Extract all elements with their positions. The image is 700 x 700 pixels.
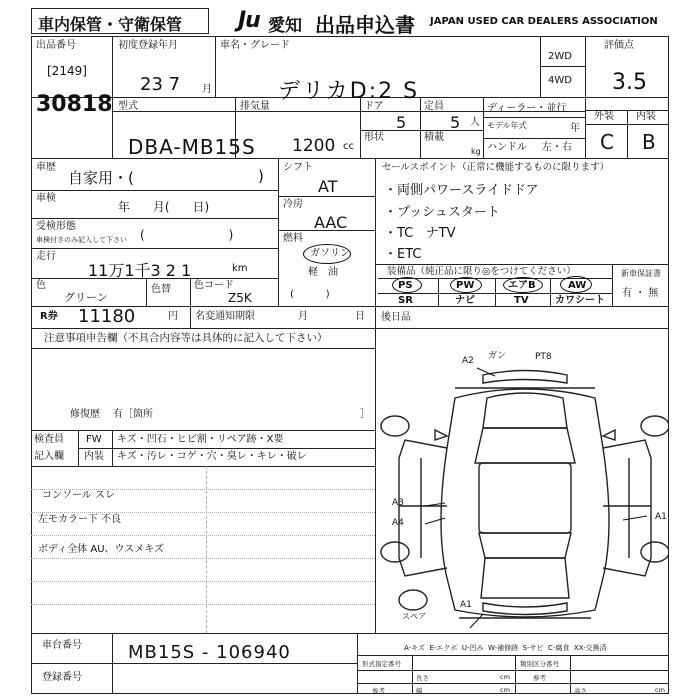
wheel-front-right bbox=[641, 416, 669, 436]
selling-point-3: ・TC ナTV bbox=[384, 226, 456, 241]
capacity-value: 5 bbox=[450, 113, 461, 132]
displacement-label: 排気量 bbox=[240, 101, 270, 112]
load-unit: kg bbox=[471, 147, 481, 156]
recycle-label: R券 bbox=[40, 311, 58, 322]
equipment-tv: TV bbox=[514, 295, 529, 306]
cm-2: cm bbox=[500, 686, 510, 694]
form-title: 出品申込書 bbox=[315, 13, 415, 37]
recycle-value: 11180 bbox=[78, 306, 136, 327]
model-year-label: モデル年式 bbox=[487, 121, 527, 130]
equipment-ps: PS bbox=[398, 280, 413, 291]
windshield bbox=[475, 428, 575, 463]
note-line-1: コンソール スレ bbox=[42, 490, 115, 501]
inspection-label: 車検 bbox=[36, 193, 56, 204]
capacity-label: 定員 bbox=[424, 101, 444, 112]
lot-label: 出品番号 bbox=[36, 40, 76, 51]
repair-label: 修復歴 bbox=[70, 409, 100, 420]
length-label: 長さ bbox=[416, 674, 429, 682]
selling-point-4: ・ETC bbox=[384, 247, 422, 262]
model-label: 車名・グレード bbox=[220, 40, 290, 51]
circle-aw bbox=[560, 276, 592, 293]
repair-value: 有［箇所 bbox=[113, 409, 153, 420]
equipment-navi: ナビ bbox=[455, 295, 475, 306]
lot-number: 30818 bbox=[36, 92, 113, 117]
mark-pt8: PT8 bbox=[535, 352, 552, 362]
shape-label: 形状 bbox=[364, 132, 384, 143]
interior-grade: B bbox=[642, 130, 656, 154]
equipment-leather: カワシート bbox=[555, 295, 605, 306]
body-outline bbox=[441, 389, 609, 617]
grade-score: 3.5 bbox=[612, 70, 647, 95]
cm-1: cm bbox=[500, 673, 510, 681]
registration-month-suffix: 月 bbox=[202, 84, 212, 95]
type-label: 型式 bbox=[118, 101, 138, 112]
spare-label: スペア bbox=[402, 612, 426, 621]
equipment-sr: SR bbox=[398, 295, 413, 306]
equipment-airbag: エアB bbox=[508, 280, 536, 291]
drive-2wd: 2WD bbox=[548, 51, 572, 62]
ref-label-2: 参考 bbox=[533, 674, 546, 682]
color-value: グリーン bbox=[64, 291, 108, 304]
handle-label: ハンドル bbox=[487, 142, 527, 153]
mark-a1-right: A1 bbox=[655, 512, 667, 522]
inspection-value: 年 月( 日) bbox=[118, 200, 210, 214]
ju-logo: Ju bbox=[238, 8, 260, 33]
recycle-unit: 円 bbox=[168, 311, 178, 322]
history-label: 車歴 bbox=[36, 162, 56, 173]
color-code-value: Z5K bbox=[228, 291, 252, 305]
deadline-day: 日 bbox=[355, 311, 365, 322]
shift-value: AT bbox=[318, 177, 338, 196]
mileage-value: 11万1千3 2 1 bbox=[88, 261, 192, 280]
chassis-value: MB15S - 106940 bbox=[128, 642, 291, 663]
equipment-pw: PW bbox=[456, 280, 475, 291]
association-name: JAPAN USED CAR DEALERS ASSOCIATION bbox=[430, 16, 658, 27]
mark-gan: ガン bbox=[488, 351, 507, 361]
inspector-label-2: 記入欄 bbox=[34, 451, 64, 462]
cooling-value: AAC bbox=[314, 213, 348, 232]
receipt-label: 受検形態 bbox=[36, 221, 76, 232]
exterior-grade: C bbox=[600, 130, 614, 154]
inspector-row2-items: キズ・汚レ・コゲ・穴・臭レ・キレ・破レ bbox=[117, 451, 307, 462]
history-close: ) bbox=[258, 167, 264, 185]
wheel-front-left bbox=[381, 416, 409, 436]
dealer-label: ディーラー・並行 bbox=[487, 103, 567, 114]
note-line-2: 左モカラー下 不良 bbox=[38, 514, 122, 525]
ref-label-1: 参考 bbox=[372, 687, 385, 695]
chassis-label: 車台番号 bbox=[42, 640, 82, 651]
category-label: 類別区分番号 bbox=[520, 660, 559, 668]
deadline-label: 名変通知期限 bbox=[195, 311, 255, 322]
damage-legend: A-キズ E-エクボ U-凹み W-補修跡 S-サビ C-腐食 XX-交換済 bbox=[404, 644, 607, 652]
color-code-label: 色コード bbox=[194, 280, 234, 291]
year-suffix: 年 bbox=[570, 123, 580, 134]
inspector-row1-label: FW bbox=[86, 434, 102, 445]
cm-3: cm bbox=[655, 686, 665, 694]
inspector-row2-label: 内装 bbox=[84, 451, 104, 462]
mark-a1-bottom: A1 bbox=[460, 600, 472, 610]
shift-label: シフト bbox=[283, 162, 313, 173]
displacement-value: 1200 bbox=[292, 136, 336, 156]
doors-value: 5 bbox=[396, 113, 407, 132]
capacity-unit: 人 bbox=[470, 117, 480, 128]
type-value: DBA-MB15S bbox=[128, 135, 256, 159]
interior-label: 内装 bbox=[636, 111, 656, 122]
rear-bumper bbox=[483, 603, 567, 615]
note-line-3: ボディ全体 AU、ウスメキズ bbox=[38, 544, 165, 555]
exterior-label: 外装 bbox=[594, 111, 614, 122]
wheel-rear-left bbox=[381, 542, 409, 562]
receipt-value: ( ) bbox=[140, 228, 234, 242]
insurance-label: 新車保証書 bbox=[621, 269, 661, 278]
model-value: デリカD:2 S bbox=[278, 79, 420, 104]
repair-close: ］ bbox=[360, 409, 370, 420]
receipt-note: 車検付きのみ記入して下さい bbox=[36, 236, 127, 244]
storage-stamp: 車内保管・守衛保管 bbox=[38, 15, 183, 34]
displacement-unit: cc bbox=[343, 141, 354, 152]
fuel-other: ( ) bbox=[290, 289, 330, 300]
selling-point-2: ・プッシュスタート bbox=[384, 205, 500, 220]
circle-airbag bbox=[503, 277, 543, 293]
fuel-gasoline: ガソリン bbox=[310, 248, 350, 259]
left-side-panel bbox=[399, 440, 447, 576]
mark-a3: A3 bbox=[392, 498, 404, 508]
selling-points-label: セールスポイント（正常に機能するものに限ります） bbox=[382, 162, 610, 173]
roof bbox=[479, 463, 571, 533]
color-label: 色 bbox=[36, 280, 46, 291]
circle-pw bbox=[450, 277, 482, 293]
selling-point-1: ・両側パワースライドドア bbox=[384, 183, 539, 198]
rear-window bbox=[479, 533, 571, 558]
drive-4wd: 4WD bbox=[548, 75, 572, 86]
insurance-options: 有 ・ 無 bbox=[622, 288, 659, 299]
fuel-diesel: 軽 油 bbox=[308, 267, 338, 278]
notes-label: 注意事項申告欄（不具合内容等は具体的に記入して下さい） bbox=[44, 332, 328, 344]
mark-a4: A4 bbox=[392, 518, 404, 528]
mileage-unit: km bbox=[232, 263, 248, 274]
later-items-label: 後日品 bbox=[381, 312, 411, 323]
equipment-aw: AW bbox=[568, 280, 587, 291]
width-label: 幅 bbox=[416, 687, 423, 695]
grade-label: 評価点 bbox=[604, 40, 634, 51]
fuel-label: 燃料 bbox=[283, 233, 303, 244]
circle-ps bbox=[392, 277, 422, 293]
equipment-label: 装備品（純正品に限り◎をつけてください） bbox=[387, 266, 576, 277]
logo-place: 愛知 bbox=[268, 16, 302, 36]
inspector-row1-items: キズ・凹石・ヒビ割・リペア跡・X要 bbox=[117, 434, 284, 445]
color-change-label: 色替 bbox=[151, 284, 171, 295]
front-bumper bbox=[483, 371, 567, 384]
certify-label: 形式指定番号 bbox=[362, 660, 401, 668]
history-value: 自家用・( bbox=[68, 169, 134, 187]
lot-sub-number: [2149] bbox=[47, 64, 87, 78]
height-label: 高さ bbox=[574, 687, 587, 695]
load-label: 積載 bbox=[424, 132, 444, 143]
wheel-rear-right bbox=[641, 542, 669, 562]
car-diagram bbox=[375, 328, 669, 633]
mark-a2: A2 bbox=[462, 356, 474, 366]
mileage-label: 走行 bbox=[36, 251, 56, 262]
registration-value: 23 7 bbox=[140, 74, 181, 95]
registration-number-label: 登録番号 bbox=[42, 672, 82, 683]
registration-label: 初度登録年月 bbox=[118, 40, 178, 51]
handle-options: 左・右 bbox=[542, 142, 572, 153]
inspector-label-1: 検査員 bbox=[34, 434, 64, 445]
cooling-label: 冷房 bbox=[283, 199, 303, 210]
right-side-panel bbox=[603, 440, 651, 576]
spare-tire bbox=[399, 590, 427, 610]
deadline-month: 月 bbox=[298, 311, 308, 322]
doors-label: ドア bbox=[364, 101, 384, 112]
